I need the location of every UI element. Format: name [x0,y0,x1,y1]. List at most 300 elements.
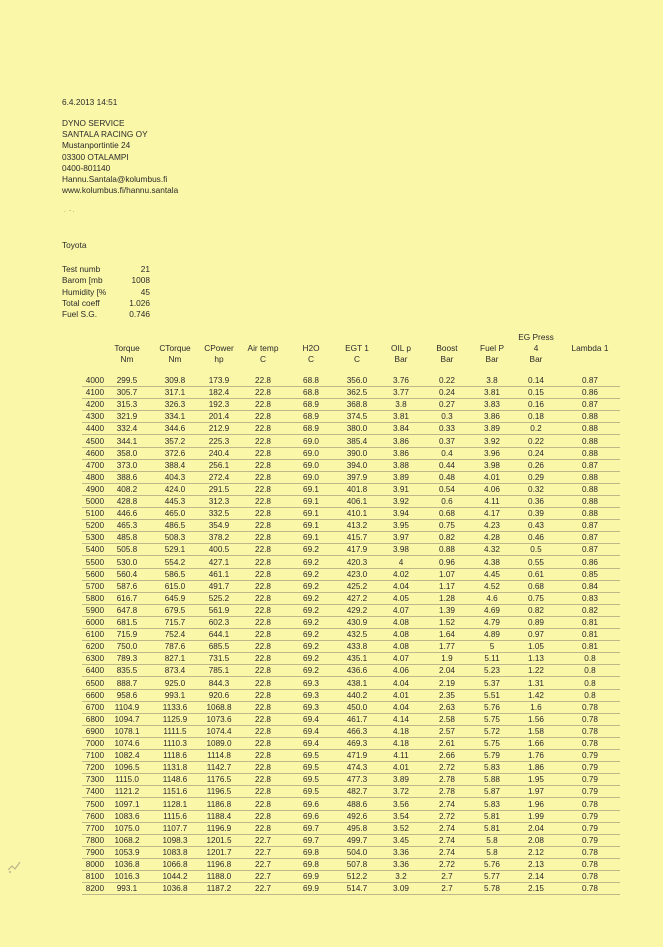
vehicle-name: Toyota [62,240,87,250]
table-cell: 2.74 [439,799,455,809]
table-cell: 474.3 [346,763,368,773]
column-header-unit: Nm [168,354,182,364]
table-cell: 2.63 [439,702,455,712]
table-cell: 69.1 [303,509,319,519]
table-cell: 22.8 [255,497,271,506]
table-cell: 1131.8 [162,763,188,773]
table-cell: 22.8 [255,472,271,482]
table-cell: 4.17 [484,509,500,519]
table-cell: 334.1 [164,412,186,422]
table-cell: 3.98 [484,460,500,470]
row-gridline [82,882,620,883]
table-cell: 4.28 [484,533,500,543]
table-cell: 1.86 [528,763,544,773]
table-cell: 22.8 [255,460,271,470]
table-cell: 616.7 [116,593,138,603]
row-gridline [82,592,620,593]
row-gridline [82,846,620,847]
table-cell: 1.28 [439,593,455,603]
table-cell: 2.14 [528,872,544,882]
table-cell: 1196.8 [206,860,232,869]
table-cell: 685.5 [208,642,230,652]
table-cell: 477.3 [346,775,368,785]
table-cell: 1097.1 [114,799,140,809]
column-header-unit: Bar [440,354,454,364]
table-cell: 0.37 [439,436,455,446]
table-cell: 1115.6 [163,811,187,821]
table-cell: 2.74 [439,847,455,857]
table-cell: 3.36 [393,847,409,857]
table-cell: 356.0 [346,376,368,385]
table-cell: 3.83 [484,400,500,410]
table-cell: 69.1 [303,484,319,494]
table-cell: 4.11 [393,751,409,761]
table-cell: 615.0 [164,581,186,591]
row-gridline [82,773,620,774]
table-cell: 1187.2 [206,884,232,894]
table-cell: 326.3 [164,400,186,410]
table-cell: 1044.2 [162,872,188,882]
table-cell: 1110.3 [163,739,187,748]
table-cell-rpm: 4400 [85,424,104,434]
table-cell: 22.7 [255,835,271,845]
table-cell: 4.01 [393,690,409,700]
table-cell: 0.78 [582,847,598,857]
table-cell-rpm: 7200 [85,763,104,773]
table-cell: 173.9 [208,376,230,385]
table-cell: 69.5 [303,763,319,773]
column-header-name: H2O [302,343,320,353]
table-cell: 993.1 [116,884,138,894]
table-cell: 69.9 [303,884,319,894]
table-cell: 68.9 [303,424,319,434]
table-cell: 2.74 [439,835,455,845]
table-cell: 1068.8 [206,702,232,712]
param-value: 1008 [131,275,150,286]
table-cell: 0.88 [582,484,598,494]
table-cell: 69.0 [303,448,319,458]
column-header-unit: Nm [120,354,134,364]
table-cell: 485.8 [116,533,138,543]
table-cell: 1186.8 [206,799,232,809]
table-cell: 428.8 [116,497,138,506]
table-cell: 2.61 [439,739,455,748]
table-cell: 22.8 [255,775,271,785]
table-cell: 22.8 [255,400,271,410]
table-cell: 1.97 [528,787,544,797]
table-cell: 436.6 [346,666,368,676]
table-cell: 873.4 [164,666,186,676]
table-cell: 22.8 [255,424,271,434]
table-cell: 69.9 [303,872,319,882]
table-cell: 22.8 [255,690,271,700]
table-cell: 529.1 [164,545,186,555]
table-cell: 69.2 [303,605,319,615]
table-cell: 4.04 [393,581,409,591]
table-cell: 390.0 [346,448,368,458]
table-cell: 2.08 [528,835,544,845]
table-cell: 0.87 [582,400,598,410]
table-cell: 1.99 [528,811,544,821]
table-cell-rpm: 5600 [85,569,104,579]
table-cell: 2.7 [441,872,453,882]
table-cell: 587.6 [116,581,138,591]
table-cell: 508.3 [164,533,186,543]
table-cell: 69.2 [303,593,319,603]
table-cell: 1.76 [528,751,544,761]
table-cell: 461.7 [346,714,368,724]
table-cell: 4.79 [484,618,500,627]
param-value: 0.746 [129,309,150,320]
table-cell: 1133.6 [162,702,188,712]
table-cell: 3.72 [393,787,409,797]
table-cell: 5.81 [484,823,500,833]
table-cell: 22.8 [255,642,271,652]
table-cell: 0.87 [582,376,598,385]
table-cell: 3.97 [393,533,409,543]
table-cell-rpm: 7000 [85,739,104,748]
table-cell: 22.8 [255,436,271,446]
table-cell-rpm: 7900 [85,847,104,857]
company-line: 03300 OTALAMPI [62,152,129,162]
row-gridline [82,580,620,581]
table-cell: 0.27 [439,400,455,410]
table-cell: 1118.6 [163,751,187,761]
table-cell: 0.79 [582,811,598,821]
table-cell: 1196.9 [206,823,232,833]
table-cell: 750.0 [116,642,138,652]
row-gridline [82,640,620,641]
table-cell: 0.39 [528,509,544,519]
table-cell: 466.3 [346,726,368,736]
table-cell-rpm: 7700 [85,823,104,833]
table-cell: 789.3 [116,654,138,664]
column-header-name: Fuel P [480,343,504,353]
table-cell: 2.19 [439,678,455,688]
table-cell: 4.06 [393,666,409,676]
table-cell: 22.8 [255,726,271,736]
table-cell-rpm: 6500 [85,678,104,688]
company-line: DYNO SERVICE [62,118,125,128]
table-cell-rpm: 6300 [85,654,104,664]
table-cell: 0.61 [528,569,544,579]
table-cell: 380.0 [346,424,368,434]
table-cell-rpm: 6700 [85,702,104,712]
table-cell: 0.88 [582,509,598,519]
column-header-name: Boost [436,343,458,353]
table-cell: 0.78 [582,726,598,736]
table-cell: 1142.7 [206,763,232,773]
table-cell: 22.8 [255,605,271,615]
table-cell: 586.5 [164,569,186,579]
table-cell: 2.57 [439,726,455,736]
table-cell: 69.0 [303,460,319,470]
table-cell: 68.8 [303,376,319,385]
table-cell: 1078.1 [114,726,140,736]
table-cell-rpm: 6900 [85,726,104,736]
table-cell: 372.6 [164,448,186,458]
table-cell: 1.07 [439,569,455,579]
table-cell: 5.83 [484,763,500,773]
table-cell: 5 [489,642,495,652]
table-cell: 1107.7 [162,823,188,833]
table-cell: 1073.6 [206,714,232,724]
table-cell: 3.92 [484,436,500,446]
table-cell: 4.18 [393,739,409,748]
table-cell: 0.26 [528,460,544,470]
table-cell: 5.23 [484,666,500,676]
table-cell: 1066.8 [162,860,188,869]
table-cell: 958.6 [116,690,138,700]
param-value: 45 [140,286,150,297]
table-cell: 22.8 [255,763,271,773]
table-cell: 0.8 [584,666,596,676]
row-gridline [82,495,620,496]
param-value: 21 [140,264,150,274]
table-cell: 0.87 [582,460,598,470]
table-cell: 1075.0 [114,823,140,833]
table-cell: 3.2 [395,872,407,882]
table-cell: 22.8 [255,811,271,821]
table-cell-rpm: 8200 [85,884,104,894]
table-cell: 0.78 [582,739,598,748]
table-cell: 0.32 [528,484,544,494]
table-cell: 5.88 [484,775,500,785]
row-gridline [82,785,620,786]
table-cell: 69.2 [303,618,319,627]
table-cell-rpm: 6400 [85,666,104,676]
table-cell: 1036.8 [162,884,188,894]
table-cell: 5.77 [484,872,500,882]
table-cell: 1115.0 [115,775,139,785]
table-cell-rpm: 6100 [85,630,104,640]
table-cell: 435.1 [346,654,368,664]
table-cell: 69.3 [303,678,319,688]
row-gridline [82,834,620,835]
table-cell: 1094.7 [114,714,140,724]
table-cell: 446.6 [116,509,138,519]
table-cell: 1.17 [439,581,455,591]
table-cell: 3.89 [484,424,500,434]
table-cell: 388.6 [116,472,138,482]
column-header-unit: C [354,354,360,364]
table-cell: 1098.3 [162,835,188,845]
table-cell: 4.14 [393,714,409,724]
table-cell: 1096.5 [114,763,140,773]
row-gridline [82,701,620,702]
row-gridline [82,507,620,508]
table-cell: 1074.6 [114,739,140,748]
row-gridline [82,531,620,532]
table-cell: 1.52 [439,618,455,627]
table-cell: 0.87 [582,521,598,531]
table-cell: 499.7 [346,835,368,845]
row-gridline [82,483,620,484]
table-cell-rpm: 4500 [85,436,104,446]
row-gridline [82,749,620,750]
table-cell: 512.2 [346,872,368,882]
table-cell: 425.2 [346,581,368,591]
table-cell: 22.8 [255,376,271,385]
table-cell: 645.9 [164,593,186,603]
table-cell: 4.69 [484,605,500,615]
table-cell: 4.07 [393,605,409,615]
table-cell: 69.0 [303,436,319,446]
table-cell: 22.8 [255,751,271,761]
table-cell: 5.75 [484,739,500,748]
table-cell: 1.77 [439,642,455,652]
table-cell: 69.4 [303,739,319,748]
table-cell: 433.8 [346,642,368,652]
table-cell: 0.87 [582,545,598,555]
table-cell: 3.36 [393,860,409,869]
table-cell: 0.97 [528,630,544,640]
table-cell: 1196.5 [206,787,232,797]
table-cell-rpm: 7400 [85,787,104,797]
table-cell: 844.3 [208,678,230,688]
table-cell: 69.5 [303,775,319,785]
table-cell: 69.1 [303,521,319,531]
table-cell: 1.6 [530,702,542,712]
table-cell: 240.4 [208,448,230,458]
table-cell-rpm: 5100 [85,509,104,519]
table-cell: 785.1 [208,666,230,676]
table-cell: 3.86 [393,448,409,458]
table-cell: 69.2 [303,666,319,676]
company-line: Hannu.Santala@kolumbus.fi [62,174,168,184]
table-cell: 332.4 [116,424,138,434]
table-cell-rpm: 4800 [85,472,104,482]
table-cell: 5.8 [486,847,498,857]
param-label: Fuel S.G. [62,309,98,320]
table-cell: 0.2 [530,424,542,434]
table-cell: 22.8 [255,581,271,591]
table-cell: 394.0 [346,460,368,470]
table-cell: 0.89 [528,618,544,627]
row-gridline [82,459,620,460]
row-gridline [82,725,620,726]
table-cell: 993.1 [164,690,186,700]
table-cell: 2.72 [439,763,455,773]
table-cell: 644.1 [208,630,230,640]
table-cell: 2.12 [528,847,544,857]
table-cell: 0.22 [528,436,544,446]
table-cell: 430.9 [346,618,368,627]
table-cell: 0.16 [528,400,544,410]
table-cell: 0.78 [582,799,598,809]
table-cell: 1188.4 [206,811,232,821]
table-cell: 4.38 [484,557,500,567]
table-cell: 5.79 [484,751,500,761]
table-cell: 5.75 [484,714,500,724]
scan-speck: . - . [64,208,75,214]
column-header-name: Lambda 1 [571,343,609,353]
table-cell: 0.22 [439,376,455,385]
table-cell: 4.01 [393,763,409,773]
table-cell: 22.7 [255,884,271,894]
company-line: 0400-801140 [62,163,111,173]
table-cell: 362.5 [346,388,368,398]
table-cell: 0.79 [582,787,598,797]
table-cell: 0.82 [439,533,455,543]
table-cell: 432.5 [346,630,368,640]
table-cell: 3.91 [393,484,409,494]
table-cell: 0.24 [528,448,544,458]
table-cell: 752.4 [164,630,186,640]
table-cell: 1016.3 [114,872,140,882]
table-cell: 0.55 [528,557,544,567]
table-cell: 715.9 [116,630,138,640]
table-cell-rpm: 5900 [85,605,104,615]
table-cell: 0.86 [582,557,598,567]
table-cell: 0.82 [582,605,598,615]
table-cell: 1201.5 [206,835,232,845]
table-cell: 5.8 [486,835,498,845]
table-cell: 291.5 [208,484,230,494]
row-gridline [82,555,620,556]
table-cell: 560.4 [116,569,138,579]
table-cell: 1.95 [528,775,544,785]
table-cell: 4.05 [393,593,409,603]
report-datetime: 6.4.2013 14:51 [62,97,118,107]
table-cell: 505.8 [116,545,138,555]
table-cell: 0.18 [528,412,544,422]
table-cell: 3.94 [393,509,409,519]
table-cell: 0.44 [439,460,455,470]
table-cell-rpm: 8000 [85,860,104,869]
row-gridline [82,664,620,665]
table-cell: 835.5 [116,666,138,676]
table-cell-rpm: 5500 [85,557,104,567]
table-cell: 5.37 [484,678,500,688]
table-cell: 3.8 [395,400,407,410]
table-cell: 374.5 [346,412,368,422]
table-cell: 1114.8 [207,751,231,761]
table-cell: 0.81 [582,618,598,627]
table-cell: 1074.4 [206,726,232,736]
table-cell-rpm: 4900 [85,484,104,494]
table-cell: 4.08 [393,618,409,627]
table-cell: 2.72 [439,860,455,869]
table-cell: 182.4 [208,388,230,398]
row-gridline [82,543,620,544]
table-cell: 423.0 [346,569,368,579]
table-cell: 69.6 [303,799,319,809]
table-cell: 69.7 [303,835,319,845]
table-cell-rpm: 4700 [85,460,104,470]
table-cell: 888.7 [116,678,138,688]
table-cell: 22.8 [255,630,271,640]
table-cell: 5.87 [484,787,500,797]
row-gridline [82,434,620,435]
table-cell: 427.2 [346,593,368,603]
table-cell: 4.23 [484,521,500,531]
table-cell: 354.9 [208,521,230,531]
table-cell-rpm: 7100 [85,751,104,761]
table-cell-rpm: 7300 [85,775,104,785]
table-cell: 315.3 [116,400,138,410]
table-cell: 299.5 [116,376,138,385]
table-cell: 397.9 [346,472,368,482]
table-cell: 681.5 [116,618,138,627]
table-cell: 4.08 [393,642,409,652]
table-cell: 491.7 [208,581,230,591]
table-cell: 22.8 [255,569,271,579]
table-cell: 69.4 [303,726,319,736]
table-cell: 22.8 [255,702,271,712]
table-cell-rpm: 8100 [85,872,104,882]
table-cell: 2.15 [528,884,544,894]
